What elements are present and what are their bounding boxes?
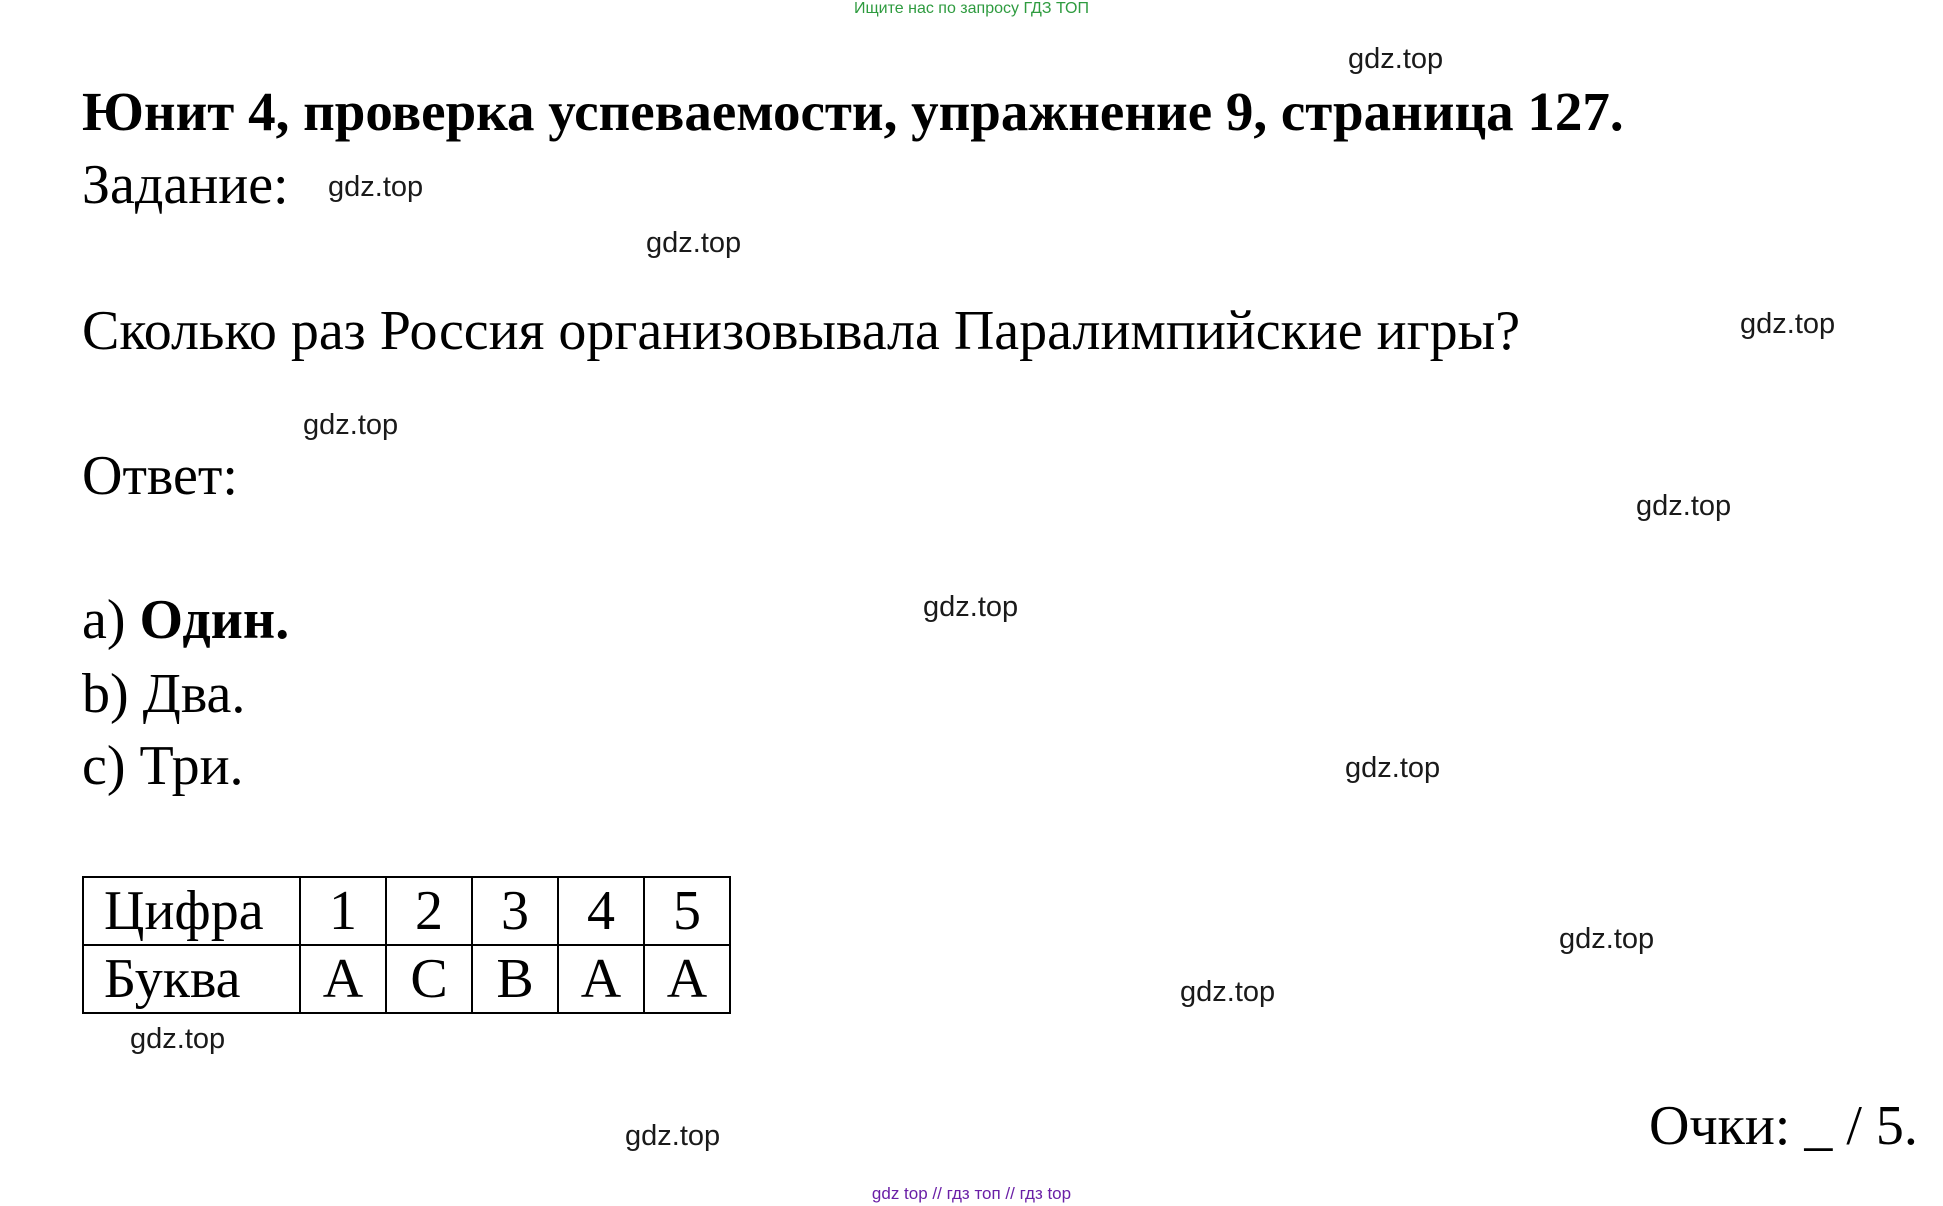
option-marker: b) <box>82 663 129 725</box>
page-title: Юнит 4, проверка успеваемости, упражнение 9, страница 127. <box>82 81 1624 142</box>
table-row <box>83 945 730 1013</box>
score-text: Очки: _ / 5. <box>1649 1095 1918 1157</box>
watermark: gdz.top <box>625 1120 721 1152</box>
question-text: Сколько раз Россия организовывала Паралимпийские игры? <box>82 300 1521 362</box>
watermark: gdz.top <box>303 409 399 441</box>
table-cell: 5 <box>644 877 730 945</box>
table-cell: B <box>472 945 558 1013</box>
table-cell: A <box>558 945 644 1013</box>
watermark: gdz.top <box>130 1023 226 1055</box>
option-marker: c) <box>82 735 126 797</box>
watermark: gdz.top <box>1636 490 1732 522</box>
option-text: Один. <box>139 589 290 651</box>
table-cell: 4 <box>558 877 644 945</box>
task-label: Задание: <box>82 154 289 216</box>
table-cell: 3 <box>472 877 558 945</box>
watermark: gdz.top <box>1740 308 1836 340</box>
table-row <box>83 877 730 945</box>
option-marker: a) <box>82 589 126 651</box>
table-header-cell: Цифра <box>83 877 300 945</box>
option-a <box>82 585 289 655</box>
watermark: gdz.top <box>328 171 424 203</box>
option-b <box>82 659 245 729</box>
top-banner: Ищите нас по запросу ГДЗ ТОП <box>854 0 1089 17</box>
table-cell: 2 <box>386 877 472 945</box>
watermark: gdz.top <box>1348 43 1444 75</box>
option-text: Два. <box>142 663 246 725</box>
watermark: gdz.top <box>923 591 1019 623</box>
table-cell: A <box>300 945 386 1013</box>
table-header-cell: Буква <box>83 945 300 1013</box>
watermark: gdz.top <box>1345 752 1441 784</box>
watermark: gdz.top <box>1559 923 1655 955</box>
option-c <box>82 731 244 801</box>
watermark: gdz.top <box>1180 976 1276 1008</box>
table-cell: 1 <box>300 877 386 945</box>
table-cell: C <box>386 945 472 1013</box>
table-cell: A <box>644 945 730 1013</box>
answer-table <box>82 876 731 1014</box>
watermark: gdz.top <box>646 227 742 259</box>
answer-label: Ответ: <box>82 445 238 507</box>
footer-links[interactable]: gdz top // гдз топ // гдз top <box>871 1184 1072 1203</box>
option-text: Три. <box>139 735 244 797</box>
